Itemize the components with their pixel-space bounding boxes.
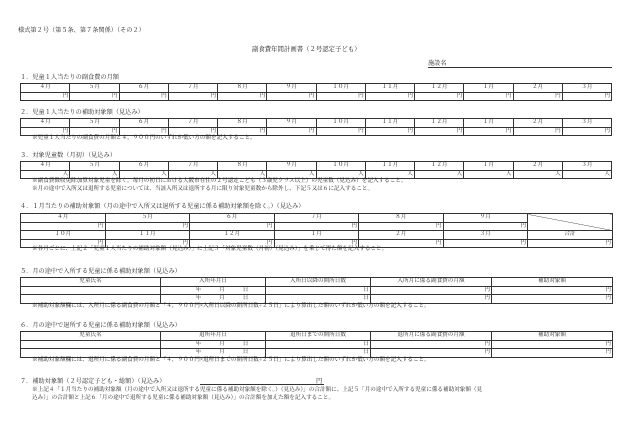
section7-note-line1: ※上記４「１月当たりの補助対象額（月の途中で入所又は退所する児童に係る補助対象額を除く。）（見込み）」の合計額に、上記５「月の途中で入所する児童に係る補助対象額（見 [32,387,483,393]
s4-total-label: 合計 [528,231,613,240]
s4-amount[interactable]: 円 [105,239,190,248]
s4-total-amount[interactable]: 円 [528,239,613,248]
section1-month-header: ５月 [70,84,119,93]
section2-month-header: ５月 [70,119,119,128]
section7-amount-field[interactable] [200,384,324,385]
section2-heading: ２．児童１人当たりの補助対象額（見込み） [20,109,144,116]
section2-value-cell[interactable]: 円 [21,127,70,136]
s6-days-cell[interactable]: 日 [266,349,371,358]
section1-value-cell[interactable]: 円 [316,92,365,101]
section3-value-cell[interactable]: 人 [70,170,119,179]
section2-table [20,118,612,136]
s5-col-date: 入所年月日 [161,278,266,287]
s6-date-cell[interactable]: 年 月 日 [161,340,266,349]
section5-table [20,277,613,304]
s4-month: ４月 [21,214,106,223]
section6-heading: ６．月の途中で退所する児童に係る補助対象額（見込み） [20,322,181,329]
section3-value-cell[interactable]: 人 [415,170,464,179]
section1-month-header: ８月 [218,84,267,93]
section3-value-cell[interactable]: 人 [464,170,513,179]
section3-month-header: １１月 [365,162,414,171]
s4-amount[interactable]: 円 [359,239,444,248]
s6-col-name: 児童氏名 [21,332,161,341]
section3-month-header: ５月 [70,162,119,171]
section1-value-cell[interactable]: 円 [267,92,316,101]
s6-monthly-cell[interactable]: 円 [371,340,492,349]
s6-subsidy-cell[interactable]: 円 [492,349,613,358]
section3-month-header: ２月 [513,162,562,171]
section3-month-row [21,162,612,171]
section1-value-row [21,92,612,101]
s5-date-cell[interactable]: 年 月 日 [161,295,266,304]
s4-month: ８月 [359,214,444,223]
section2-value-cell[interactable]: 円 [267,127,316,136]
section2-month-header: １２月 [415,119,464,128]
facility-label: 施設名 [428,60,447,67]
section1-month-header: ７月 [168,84,217,93]
section2-month-header: ９月 [267,119,316,128]
section2-month-header: ７月 [168,119,217,128]
s4-month: ９月 [443,214,528,223]
section7-unit: 円 [316,378,323,385]
s4-amount[interactable]: 円 [359,222,444,231]
section2-value-cell[interactable]: 円 [218,127,267,136]
s5-col-name: 児童氏名 [21,278,161,287]
section2-month-header: ３月 [562,119,611,128]
s4-month: ６月 [190,214,275,223]
section3-month-header: ９月 [267,162,316,171]
s4-amount[interactable]: 円 [21,239,106,248]
section2-note: ※児童１人当たりの副食費の月額と４，９００円のいずれか低い方の額を記入すること。 [32,135,256,141]
s4-month: ２月 [359,231,444,240]
section3-month-header: ６月 [119,162,168,171]
s4-month: １１月 [105,231,190,240]
s5-monthly-cell[interactable]: 円 [371,295,492,304]
section2-month-header: １月 [464,119,513,128]
section2-value-cell[interactable]: 円 [464,127,513,136]
s4-amount[interactable]: 円 [190,239,275,248]
section1-value-cell[interactable]: 円 [562,92,611,101]
section1-month-header: ４月 [21,84,70,93]
section1-month-header: ２月 [513,84,562,93]
section1-table [20,83,612,101]
s5-date-cell[interactable]: 年 月 日 [161,286,266,295]
s4-amount[interactable]: 円 [105,222,190,231]
section2-value-cell[interactable]: 円 [168,127,217,136]
s4-month: ７月 [274,214,359,223]
section4-heading: ４．１月当たりの補助対象額（月の途中で入所又は退所する児童に係る補助対象額を除く。）（見込み） [20,203,305,210]
section2-value-cell[interactable]: 円 [365,127,414,136]
section3-month-header: １２月 [415,162,464,171]
section3-month-header: ７月 [168,162,217,171]
section2-value-cell[interactable]: 円 [316,127,365,136]
section3-value-cell[interactable]: 人 [218,170,267,179]
section2-month-header: １０月 [316,119,365,128]
section1-value-cell[interactable]: 円 [218,92,267,101]
section6-note: ※補助対象額欄には、退所月に係る副食費の月額と「４，９００円×退所日までの開所日数÷２５日」により算出した額のいずれか低い方の額を記入すること。 [32,357,430,363]
section1-heading: １．児童１人当たりの副食費の月額 [20,74,119,81]
s6-name-cell[interactable] [21,340,161,349]
section2-value-cell[interactable]: 円 [513,127,562,136]
s6-date-cell[interactable]: 年 月 日 [161,349,266,358]
section2-month-row [21,119,612,128]
section1-value-cell[interactable]: 円 [21,92,70,101]
s5-col-monthly: 入所月に係る副食費の月額 [371,278,492,287]
section1-month-header: ９月 [267,84,316,93]
section3-value-cell[interactable]: 人 [365,170,414,179]
s6-col-days: 退所日までの開所日数 [266,332,371,341]
s5-subsidy-cell[interactable]: 円 [492,295,613,304]
s4-month: １２月 [190,231,275,240]
section2-value-cell[interactable]: 円 [70,127,119,136]
section3-month-header: １月 [464,162,513,171]
s6-col-monthly: 退所月に係る副食費の月額 [371,332,492,341]
section3-month-header: ８月 [218,162,267,171]
s5-name-cell[interactable] [21,286,161,295]
section1-value-cell[interactable]: 円 [168,92,217,101]
section5-heading: ５．月の途中で入所する児童に係る補助対象額（見込み） [20,268,181,275]
s4-amount[interactable]: 円 [443,239,528,248]
section3-value-cell[interactable]: 人 [267,170,316,179]
section1-month-header: １１月 [365,84,414,93]
s5-monthly-cell[interactable]: 円 [371,286,492,295]
section1-value-cell[interactable]: 円 [365,92,414,101]
section4-note: ※各月ごとに、上記２「児童１人当たりの補助対象額（見込み）」に上記３「対象児童数（月初）（見込み）」を乗じて得た額を記入すること。 [32,246,388,252]
s4-amount[interactable]: 円 [274,239,359,248]
s6-subsidy-cell[interactable]: 円 [492,340,613,349]
section3-heading: ３．対象児童数（月初）（見込み） [20,152,116,159]
section2-value-cell[interactable]: 円 [415,127,464,136]
s5-days-cell[interactable]: 日 [266,295,371,304]
section5-note: ※補助対象額欄には、入所月に係る副食費の月額と「４，９００円×入所日以降の開所日数÷２５日」により算出した額のいずれか低い方の額を記入すること。 [32,303,430,309]
s4-amount[interactable]: 円 [21,222,106,231]
section1-month-header: ３月 [562,84,611,93]
section2-month-header: ６月 [119,119,168,128]
section2-value-cell[interactable]: 円 [562,127,611,136]
s5-days-cell[interactable]: 日 [266,286,371,295]
section4-table [20,213,613,248]
section1-value-cell[interactable]: 円 [513,92,562,101]
section1-month-header: １月 [464,84,513,93]
s6-name-cell[interactable] [21,349,161,358]
section3-value-cell[interactable]: 人 [513,170,562,179]
s6-col-date: 退所年月日 [161,332,266,341]
s6-monthly-cell[interactable]: 円 [371,349,492,358]
section3-month-header: ４月 [21,162,70,171]
section3-value-cell[interactable]: 人 [119,170,168,179]
s6-days-cell[interactable]: 日 [266,340,371,349]
section2-month-header: ２月 [513,119,562,128]
s5-subsidy-cell[interactable]: 円 [492,286,613,295]
s4-blank-cell [528,214,613,231]
s4-month: ５月 [105,214,190,223]
section2-month-header: １１月 [365,119,414,128]
s5-col-days: 入所日以降の開所日数 [266,278,371,287]
section1-month-header: ６月 [119,84,168,93]
section1-value-cell[interactable]: 円 [464,92,513,101]
section3-month-header: ３月 [562,162,611,171]
section1-value-cell[interactable]: 円 [119,92,168,101]
section3-value-cell[interactable]: 人 [168,170,217,179]
section1-value-cell[interactable]: 円 [415,92,464,101]
section1-value-cell[interactable]: 円 [70,92,119,101]
s5-col-subsidy: 補助対象額 [492,278,613,287]
section3-note-1: ※副食費徴収免除加算対象児童を除く。毎月の初日における大阪市在住の２号認定こども（３歳児クラス以上）の児童数（見込み）を記入すること。 [32,178,407,184]
section1-month-header: １２月 [415,84,464,93]
section3-value-cell[interactable]: 人 [562,170,611,179]
s4-amount[interactable]: 円 [190,222,275,231]
section2-value-cell[interactable]: 円 [119,127,168,136]
section6-table [20,331,613,358]
section1-month-row [21,84,612,93]
section2-month-header: ４月 [21,119,70,128]
section3-value-cell[interactable]: 人 [316,170,365,179]
section1-month-header: １０月 [316,84,365,93]
s4-amount[interactable]: 円 [274,222,359,231]
section7-note-line2: 込み）」の合計額と上記６「月の途中で退所する児童に係る補助対象額（見込み）」の合計額を加えた額を記入すること。 [32,395,335,401]
document-title: 副食費年間計画書（２号認定子ども） [252,46,361,53]
s4-month: ３月 [443,231,528,240]
section3-month-header: １０月 [316,162,365,171]
section3-note-2: ※月の途中で入所又は退所する児童については、当該入所又は退所する月に限り対象児童数から除外し、下記５又は６に記入すること。 [32,186,374,192]
s4-month: １０月 [21,231,106,240]
section2-month-header: ８月 [218,119,267,128]
section7-heading: ７．補助対象額（２号認定子ども・総額）（見込み） [20,378,166,385]
form-number: 様式第２号（第５条、第７条関係）（その２） [18,27,145,34]
s4-amount[interactable]: 円 [443,222,528,231]
s4-month: １月 [274,231,359,240]
section3-table [20,161,612,179]
s5-name-cell[interactable] [21,295,161,304]
facility-name-line[interactable] [428,67,612,68]
s6-col-subsidy: 補助対象額 [492,332,613,341]
section3-value-cell[interactable]: 人 [21,170,70,179]
